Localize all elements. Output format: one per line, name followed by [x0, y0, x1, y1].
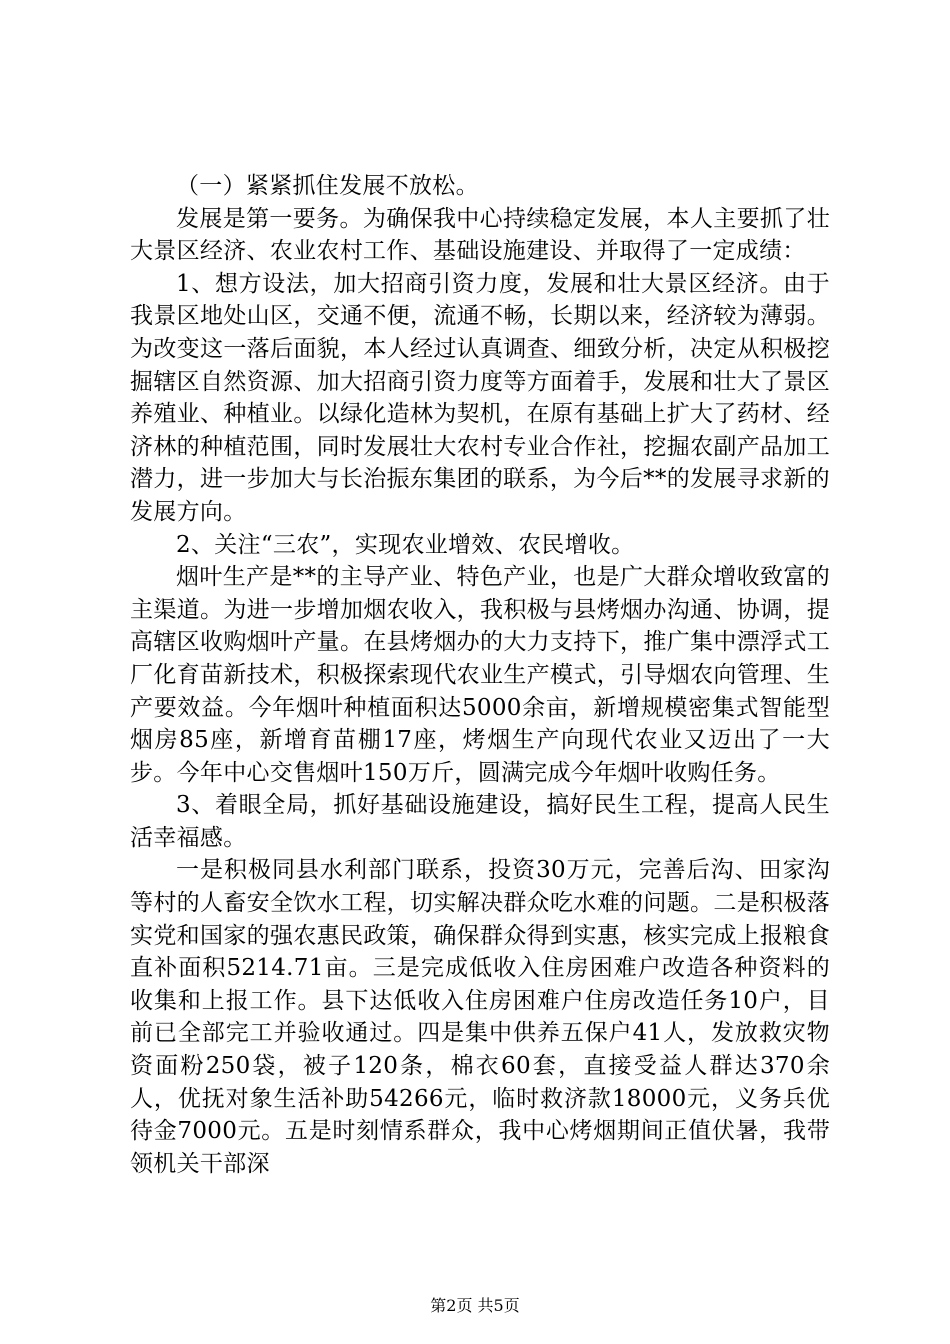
section-heading: （一）紧紧抓住发展不放松。 — [176, 173, 479, 199]
page-number-footer: 第2页 共5页 — [430, 1296, 520, 1315]
paragraph-item-3-heading: 3、着眼全局，抓好基础设施建设，搞好民生工程，提高人民生活幸福感。 — [130, 792, 830, 851]
paragraph-item-2-heading: 2、关注“三农”，实现农业增效、农民增收。 — [176, 531, 635, 558]
paragraph-intro: 发展是第一要务。为确保我中心持续稳定发展，本人主要抓了壮大景区经济、农业农村工作、基础设施建设、并取得了一定成绩： — [130, 205, 830, 265]
document-body — [130, 170, 830, 1180]
paragraph-infrastructure: 一是积极同县水利部门联系，投资30万元，完善后沟、田家沟等村的人畜安全饮水工程，切实解决群众吃水难的问题。二是积极落实党和国家的强农惠民政策，确保群众得到实惠，核实完成上报粮食直补面积5214.71亩。三是完成低收入住房困难户改造各种资料的收集和上报工作。县下达低收入住房困难户住房改造任务10户，目前已全部完工并验收通过。四是集中供养五保户41人，发放救灾物资面粉250袋，被子120条，棉衣60套，直接受益人群达370余人，优抚对象生活补助54266元，临时救济款18000元，义务兵优待金7000元。五是时刻情系群众，我中心烤烟期间正值伏暑，我带领机关干部深 — [130, 857, 830, 1177]
paragraph-item-1: 1、想方设法，加大招商引资力度，发展和壮大景区经济。由于我景区地处山区，交通不便，流通不畅，长期以来，经济较为薄弱。为改变这一落后面貌，本人经过认真调查、细致分析，决定从积极挖掘辖区自然资源、加大招商引资力度等方面着手，发展和壮大了景区养殖业、种植业。以绿化造林为契机，在原有基础上扩大了药材、经济林的种植范围，同时发展壮大农村专业合作社，挖掘农副产品加工潜力，进一步加大与长治振东集团的联系，为今后**的发展寻求新的发展方向。 — [130, 270, 830, 525]
paragraph-tobacco: 烟叶生产是**的主导产业、特色产业，也是广大群众增收致富的主渠道。为进一步增加烟农收入，我积极与县烤烟办沟通、协调，提高辖区收购烟叶产量。在县烤烟办的大力支持下，推广集中漂浮式工厂化育苗新技术，积极探索现代农业生产模式，引导烟农向管理、生产要效益。今年烟叶种植面积达5000余亩，新增规模密集式智能型烟房85座，新增育苗棚17座，烤烟生产向现代农业又迈出了一大步。今年中心交售烟叶150万斤，圆满完成今年烟叶收购任务。 — [130, 564, 830, 786]
